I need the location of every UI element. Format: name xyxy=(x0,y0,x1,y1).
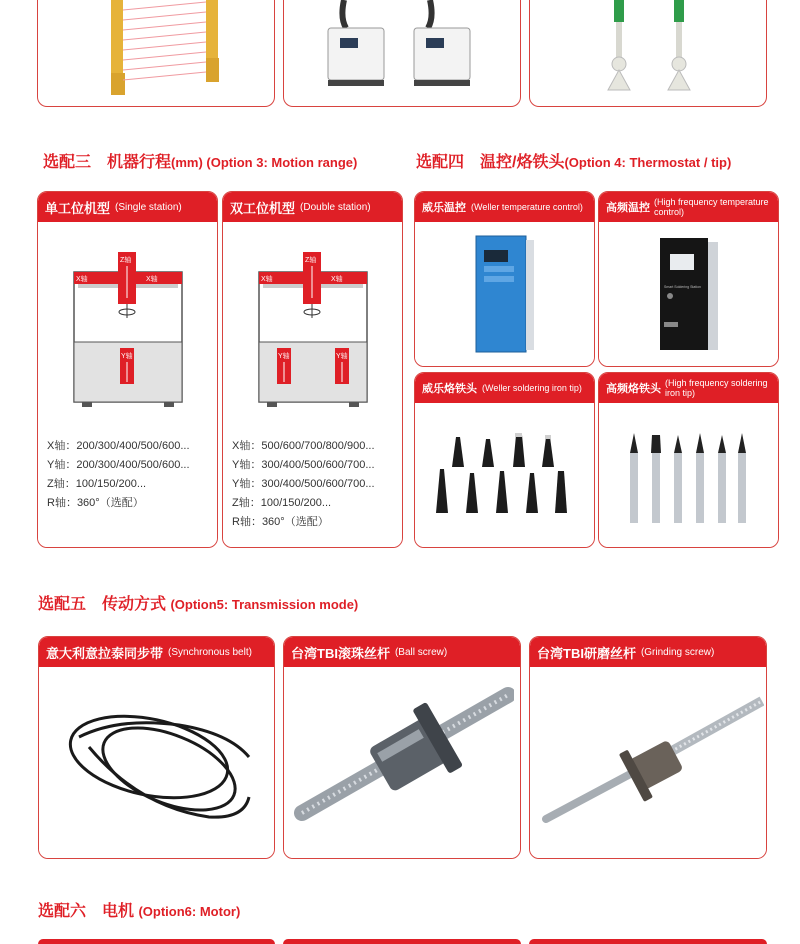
weller-tip-card xyxy=(414,372,595,548)
motor-card-top-2 xyxy=(283,939,521,944)
belt-card xyxy=(38,636,275,859)
single-station-header xyxy=(38,192,217,222)
double-spec-r: R轴：360°（选配） xyxy=(232,516,329,528)
double-spec-z: Z轴：100/150/200... xyxy=(232,497,332,509)
grinding-screw-image xyxy=(536,687,764,837)
section5-title-en: (Option5: Transmission mode) xyxy=(170,597,359,612)
section4-title-cn: 选配四 温控/烙铁头 xyxy=(416,154,565,171)
ball-screw-body xyxy=(284,667,520,858)
section3-title xyxy=(43,149,357,172)
belt-header xyxy=(39,637,274,667)
ball-screw-image xyxy=(294,683,514,843)
single-spec-z: Z轴：100/150/200... xyxy=(47,478,147,490)
single-station-card xyxy=(37,191,218,548)
weller-tip-body xyxy=(415,403,594,547)
ball-screw-header xyxy=(284,637,520,667)
weller-tip-subtitle: (Weller soldering iron tip) xyxy=(482,383,582,393)
weller-tip-title: 威乐烙铁头 xyxy=(422,383,477,395)
double-station-specs xyxy=(232,436,375,531)
double-station-title: 双工位机型 xyxy=(230,200,296,216)
hf-temp-header xyxy=(599,192,778,222)
double-station-diagram xyxy=(253,250,373,410)
single-x-label-right: X轴 xyxy=(146,276,158,283)
motor-card-top-1 xyxy=(38,939,275,944)
double-z-label: Z轴 xyxy=(305,257,317,264)
weller-temp-header xyxy=(415,192,594,222)
single-station-specs xyxy=(47,436,190,512)
single-spec-r: R轴：360°（选配） xyxy=(47,497,144,509)
light-curtain-image xyxy=(38,0,275,107)
weller-temp-image xyxy=(470,232,540,360)
light-curtain-card xyxy=(37,0,275,107)
single-station-title: 单工位机型 xyxy=(45,200,111,216)
grinding-screw-title: 台湾TBI研磨丝杆 xyxy=(537,645,636,661)
hf-temp-image xyxy=(654,236,724,356)
double-station-body xyxy=(223,222,402,547)
weller-temp-subtitle: (Weller temperature control) xyxy=(471,202,583,212)
hf-tip-card xyxy=(598,372,779,548)
section6-title-cn: 选配六 电机 xyxy=(38,903,135,920)
hf-temp-body xyxy=(599,222,778,366)
double-x-label-right: X轴 xyxy=(331,276,343,283)
motor-card-top-3 xyxy=(529,939,767,944)
weller-temp-card xyxy=(414,191,595,367)
weller-temp-title: 威乐温控 xyxy=(422,202,466,214)
belt-body xyxy=(39,667,274,858)
belt-subtitle: (Synchronous belt) xyxy=(168,646,252,658)
hf-temp-card xyxy=(598,191,779,367)
grinding-screw-body xyxy=(530,667,766,858)
single-x-label-left: X轴 xyxy=(76,276,88,283)
belt-image xyxy=(59,697,259,837)
section6-title-en: (Option6: Motor) xyxy=(138,904,241,919)
grinding-screw-subtitle: (Grinding screw) xyxy=(640,646,715,658)
hf-temp-title: 高频温控 xyxy=(606,202,650,214)
hf-tip-title: 高频烙铁头 xyxy=(606,383,661,395)
single-spec-y: Y轴：200/300/400/500/600... xyxy=(47,459,190,471)
grinding-screw-card xyxy=(529,636,767,859)
section3-title-en: (mm) (Option 3: Motion range) xyxy=(171,155,358,170)
double-y-label-left: Y轴 xyxy=(278,353,290,360)
double-station-card xyxy=(222,191,403,548)
weller-temp-body xyxy=(415,222,594,366)
double-station-subtitle: (Double station) xyxy=(300,201,371,213)
single-station-diagram xyxy=(68,250,188,410)
double-x-label-left: X轴 xyxy=(261,276,273,283)
hf-tip-body xyxy=(599,403,778,547)
single-station-subtitle: (Single station) xyxy=(115,201,182,213)
hf-tip-subtitle: (High frequency soldering iron tip) xyxy=(665,378,768,398)
double-y-label-right: Y轴 xyxy=(336,353,348,360)
ball-screw-title: 台湾TBI滚珠丝杆 xyxy=(291,645,390,661)
section5-title xyxy=(38,591,358,614)
hf-temp-subtitle: (High frequency temperature control) xyxy=(654,197,769,217)
double-spec-x: X轴：500/600/700/800/900... xyxy=(232,440,375,452)
ball-screw-subtitle: (Ball screw) xyxy=(394,646,448,658)
section5-title-cn: 选配五 传动方式 xyxy=(38,596,167,613)
section4-title xyxy=(416,149,731,172)
hf-temp-screen-text: Smart Soldering Station xyxy=(664,285,701,289)
weller-tip-image xyxy=(430,433,580,543)
section3-title-cn: 选配三 机器行程 xyxy=(43,154,172,171)
fume-extractor-card xyxy=(283,0,521,107)
double-spec-y1: Y轴：300/400/500/600/700... xyxy=(232,459,375,471)
section4-title-en: (Option 4: Thermostat / tip) xyxy=(564,155,732,170)
ball-screw-card xyxy=(283,636,521,859)
grinding-screw-header xyxy=(530,637,766,667)
single-spec-x: X轴：200/300/400/500/600... xyxy=(47,440,190,452)
weller-tip-header xyxy=(415,373,594,403)
belt-title: 意大利意拉泰同步带 xyxy=(46,645,164,661)
single-station-body xyxy=(38,222,217,547)
section6-title xyxy=(38,898,240,921)
double-spec-y2: Y轴：300/400/500/600/700... xyxy=(232,478,375,490)
single-z-label: Z轴 xyxy=(120,257,132,264)
double-station-header xyxy=(223,192,402,222)
fume-extractor-image xyxy=(284,0,521,107)
signal-tower-image xyxy=(530,0,767,107)
hf-tip-header xyxy=(599,373,778,403)
signal-tower-card xyxy=(529,0,767,107)
hf-tip-image xyxy=(624,429,754,529)
single-y-label: Y轴 xyxy=(121,353,133,360)
